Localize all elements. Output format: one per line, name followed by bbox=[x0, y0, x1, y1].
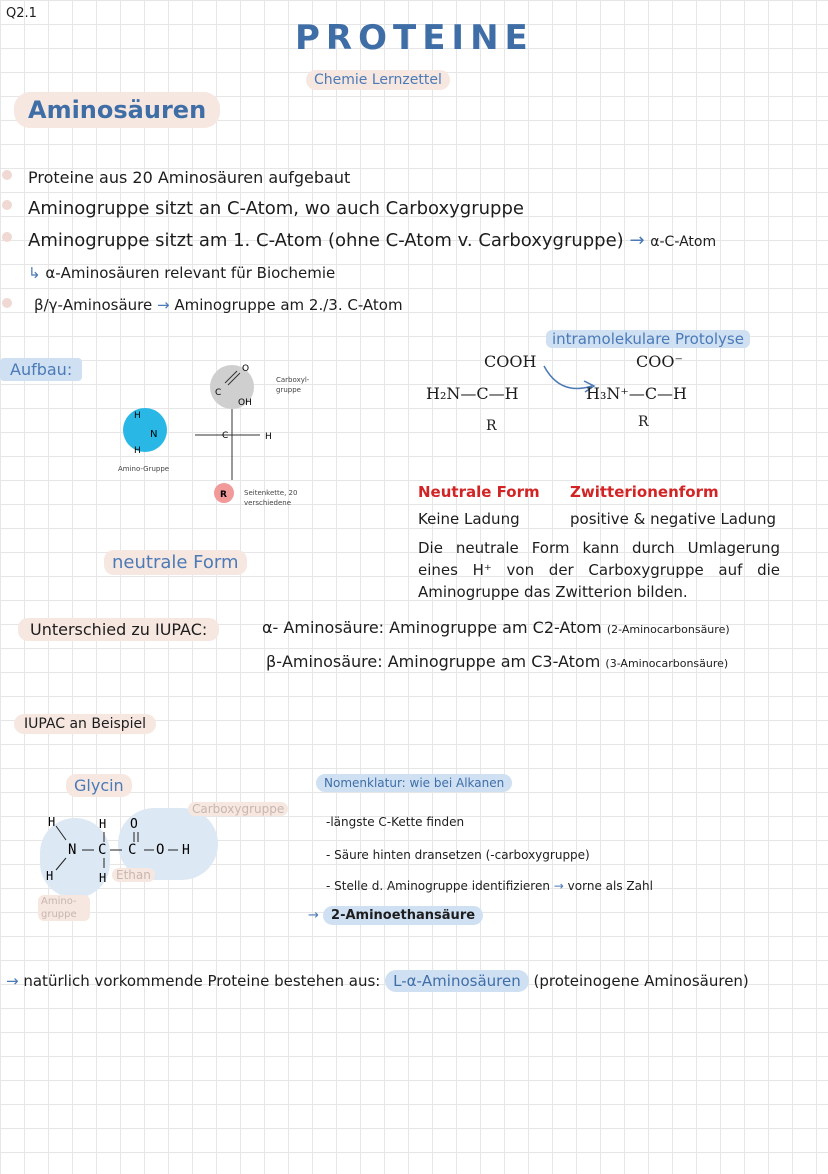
iupac-alpha-note: (2-Aminocarbonsäure) bbox=[606, 623, 730, 636]
atom-c1: C bbox=[98, 842, 107, 858]
carboxy-group-label: Carboxygruppe bbox=[188, 802, 288, 816]
atom-o-double: O bbox=[130, 817, 138, 832]
nomenclature-step-2: - Säure hinten dransetzen (-carboxygruppe) bbox=[326, 848, 590, 862]
nomenclature-result-value: 2-Aminoethansäure bbox=[323, 906, 483, 925]
protolyse-title: intramolekulare Protolyse bbox=[546, 330, 750, 348]
text-line-1: Proteine aus 20 Aminosäuren aufgebaut bbox=[28, 168, 351, 187]
iupac-beta-line bbox=[266, 652, 728, 671]
text-line-3-body: Aminogruppe sitzt am 1. C-Atom (ohne C-Atom v. Carboxygruppe) bbox=[28, 230, 624, 251]
atom-h-top: H bbox=[99, 817, 107, 831]
section-title-aminosaeuren: Aminosäuren bbox=[14, 92, 220, 128]
zwitterion-form-desc: positive & negative Ladung bbox=[570, 510, 777, 528]
atom-n: N bbox=[68, 842, 77, 858]
footer-text: natürlich vorkommende Proteine bestehen aus: bbox=[23, 972, 381, 990]
glycin-label: Glycin bbox=[66, 774, 132, 797]
text-line-5-tail: Aminogruppe am 2./3. C-Atom bbox=[174, 296, 403, 314]
atom-h-lower: H bbox=[46, 869, 54, 883]
aufbau-label: Aufbau: bbox=[0, 358, 82, 381]
alpha-c-label: α-C-Atom bbox=[650, 234, 717, 250]
atom-c2: C bbox=[128, 842, 137, 858]
return-arrow-icon: ↳ bbox=[28, 264, 41, 282]
bullet-dot bbox=[2, 170, 12, 180]
bullet-dot bbox=[2, 232, 12, 242]
neutral-r: R bbox=[486, 418, 497, 434]
arrow-icon: → bbox=[553, 879, 564, 893]
text-line-5 bbox=[34, 296, 403, 314]
amino-group-label: Amino-Gruppe bbox=[118, 465, 170, 473]
neutral-row: H₂N—C—H bbox=[426, 384, 519, 403]
text-line-4-body: α-Aminosäuren relevant für Biochemie bbox=[45, 264, 336, 282]
text-line-5-body: β/γ-Aminosäure bbox=[34, 296, 153, 314]
footer-highlight: L-α-Aminosäuren bbox=[385, 970, 529, 992]
carboxyl-group-label: Carboxyl-gruppe bbox=[276, 376, 310, 394]
nomenclature-step-3-body: - Stelle d. Aminogruppe identifizieren bbox=[326, 879, 550, 893]
footer-line bbox=[6, 972, 749, 990]
page-subtitle: Chemie Lernzettel bbox=[306, 70, 450, 90]
atom-n: N bbox=[150, 429, 158, 440]
atom-h-top: H bbox=[134, 411, 141, 421]
atom-o: O bbox=[242, 364, 250, 374]
neutral-form-caption: neutrale Form bbox=[104, 550, 247, 575]
amino-group-caption: Amino-gruppe bbox=[38, 895, 90, 921]
iupac-beta-text: β-Aminosäure: Aminogruppe am C3-Atom bbox=[266, 652, 601, 671]
atom-r: R bbox=[220, 490, 227, 500]
atom-alpha-c: C bbox=[222, 431, 229, 441]
ethan-label: Ethan bbox=[112, 868, 155, 882]
page-title: PROTEINE bbox=[295, 18, 534, 58]
nomenclature-label: Nomenklatur: wie bei Alkanen bbox=[316, 774, 512, 792]
neutral-form-desc: Keine Ladung bbox=[418, 510, 520, 528]
iupac-diff-label: Unterschied zu IUPAC: bbox=[18, 618, 219, 641]
atom-h-acid: H bbox=[182, 843, 190, 858]
atom-h-bottom: H bbox=[99, 871, 107, 885]
nomenclature-result bbox=[308, 908, 483, 923]
zwitter-row: H₃N⁺—C—H bbox=[586, 384, 688, 403]
zwitterion-form-title: Zwitterionenform bbox=[570, 483, 719, 501]
glycin-structure bbox=[44, 812, 204, 892]
neutral-cooh: COOH bbox=[484, 352, 537, 371]
arrow-icon: → bbox=[308, 908, 319, 923]
page-corner-label: Q2.1 bbox=[6, 6, 37, 21]
neutral-form-title: Neutrale Form bbox=[418, 483, 540, 501]
iupac-alpha-text: α- Aminosäure: Aminogruppe am C2-Atom bbox=[262, 618, 602, 637]
atom-carboxyl-c: C bbox=[215, 388, 222, 398]
atom-h-upper: H bbox=[48, 815, 56, 829]
nomenclature-step-1: -längste C-Kette finden bbox=[326, 815, 465, 829]
iupac-beta-note: (3-Aminocarbonsäure) bbox=[605, 657, 729, 670]
atom-h: H bbox=[265, 432, 272, 442]
atom-oh: OH bbox=[238, 398, 252, 408]
zwitter-coo: COO⁻ bbox=[636, 352, 683, 371]
zwitter-r: R bbox=[638, 414, 649, 430]
nomenclature-step-3 bbox=[326, 879, 653, 893]
bullet-dot bbox=[2, 298, 12, 308]
arrow-icon: → bbox=[629, 230, 645, 251]
bullet-dot bbox=[2, 200, 12, 210]
nomenclature-step-3-tail: vorne als Zahl bbox=[567, 879, 653, 893]
amino-group-highlight bbox=[123, 408, 167, 452]
atom-o-single: O bbox=[156, 842, 165, 858]
text-line-3 bbox=[28, 230, 716, 251]
footer-note: (proteinogene Aminosäuren) bbox=[533, 972, 749, 990]
text-line-4 bbox=[28, 264, 335, 282]
arrow-icon: → bbox=[6, 972, 19, 990]
text-line-2: Aminogruppe sitzt an C-Atom, wo auch Carboxygruppe bbox=[28, 198, 524, 219]
protolyse-paragraph: Die neutrale Form kann durch Umlagerung eines H⁺ von der Carboxygruppe auf die Aminogruppe das Zwitterion bilden. bbox=[418, 539, 780, 601]
atom-h-bottom: H bbox=[134, 446, 141, 456]
iupac-example-label: IUPAC an Beispiel bbox=[14, 714, 156, 734]
arrow-icon: → bbox=[157, 296, 170, 314]
side-chain-label: Seitenkette, 20 verschiedene bbox=[244, 489, 298, 507]
iupac-alpha-line bbox=[262, 618, 730, 637]
